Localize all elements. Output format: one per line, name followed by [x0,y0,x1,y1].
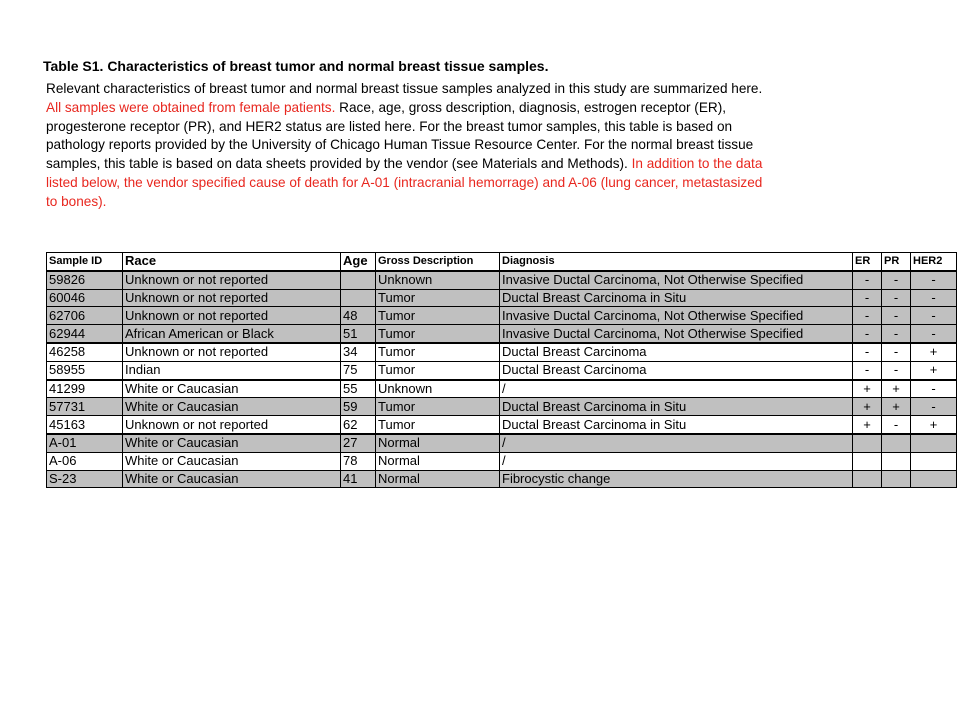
cell-her2 [911,470,957,488]
cell-er: + [853,380,882,398]
cell-sample-id: A-01 [47,434,123,452]
cell-pr [882,470,911,488]
cell-pr: - [882,325,911,343]
cell-gross-description: Tumor [376,398,500,416]
cell-er: + [853,416,882,434]
cell-age: 48 [341,307,376,325]
cell-age [341,289,376,307]
table-row [47,307,957,325]
cell-gross-description: Normal [376,434,500,452]
header-sample-id: Sample ID [47,253,123,271]
cell-age: 78 [341,452,376,470]
cell-gross-description: Normal [376,470,500,488]
cell-diagnosis: Fibrocystic change [500,470,853,488]
table-description [46,80,766,212]
cell-age [341,271,376,289]
header-diagnosis: Diagnosis [500,253,853,271]
cell-race: Unknown or not reported [123,307,341,325]
description-text-continued: Race, age, gross description, diagnosis, estrogen receptor (ER), progesterone receptor (PR), and HER2 status are listed here. For the breast tumor samples, this table is based on pathology reports provided by the University of Chicago Human Tissue Resource Center. For the normal breast tissue samples, this table is based on data sheets provided by the vendor (see Materials and Methods). [46,99,754,172]
cell-sample-id: 41299 [47,380,123,398]
cell-pr: - [882,307,911,325]
cell-er: - [853,271,882,289]
cell-sample-id: 57731 [47,398,123,416]
cell-pr: - [882,289,911,307]
header-pr: PR [882,253,911,271]
cell-sample-id: A-06 [47,452,123,470]
cell-pr: + [882,380,911,398]
cell-diagnosis: Invasive Ductal Carcinoma, Not Otherwise Specified [500,325,853,343]
header-er: ER [853,253,882,271]
cell-er [853,452,882,470]
cell-diagnosis: Invasive Ductal Carcinoma, Not Otherwise Specified [500,307,853,325]
table-row [47,380,957,398]
cell-diagnosis: Ductal Breast Carcinoma [500,361,853,379]
cell-gross-description: Tumor [376,361,500,379]
cell-pr: - [882,416,911,434]
cell-er [853,470,882,488]
cell-her2: + [911,416,957,434]
cell-er: - [853,289,882,307]
cell-sample-id: 60046 [47,289,123,307]
cell-her2: + [911,343,957,361]
cell-sample-id: 45163 [47,416,123,434]
cell-race: White or Caucasian [123,380,341,398]
cell-gross-description: Tumor [376,325,500,343]
cell-race: White or Caucasian [123,470,341,488]
cell-sample-id: 46258 [47,343,123,361]
cell-pr [882,452,911,470]
header-race: Race [123,253,341,271]
cell-her2: - [911,289,957,307]
cell-her2 [911,434,957,452]
cell-sample-id: S-23 [47,470,123,488]
cell-diagnosis: Ductal Breast Carcinoma in Situ [500,289,853,307]
cell-sample-id: 59826 [47,271,123,289]
table-title: Table S1. Characteristics of breast tumor and normal breast tissue samples. [43,58,549,74]
cell-race: White or Caucasian [123,452,341,470]
cell-gross-description: Unknown [376,380,500,398]
cell-age: 41 [341,470,376,488]
cell-her2: - [911,271,957,289]
table-row [47,398,957,416]
table-row [47,289,957,307]
cell-pr [882,434,911,452]
cell-her2: - [911,307,957,325]
cell-age: 55 [341,380,376,398]
cell-er: - [853,307,882,325]
table-row [47,361,957,379]
cell-age: 27 [341,434,376,452]
cell-sample-id: 62944 [47,325,123,343]
header-row [47,253,957,271]
cell-gross-description: Unknown [376,271,500,289]
cell-er [853,434,882,452]
cell-gross-description: Tumor [376,416,500,434]
cell-her2: - [911,325,957,343]
cell-age: 62 [341,416,376,434]
cell-sample-id: 58955 [47,361,123,379]
table-row [47,434,957,452]
cell-her2: + [911,361,957,379]
description-text: Relevant characteristics of breast tumor and normal breast tissue samples analyzed in this study are summarized here. [46,81,763,96]
table-row [47,325,957,343]
cell-race: African American or Black [123,325,341,343]
cell-race: Unknown or not reported [123,271,341,289]
header-age: Age [341,253,376,271]
cell-age: 34 [341,343,376,361]
cell-er: - [853,361,882,379]
cell-er: - [853,343,882,361]
cell-race: Unknown or not reported [123,416,341,434]
cell-pr: - [882,343,911,361]
table-row [47,470,957,488]
cell-diagnosis: / [500,434,853,452]
cell-race: Indian [123,361,341,379]
cell-gross-description: Normal [376,452,500,470]
cell-pr: + [882,398,911,416]
description-female-note: All samples were obtained from female patients. [46,99,336,115]
cell-diagnosis: Invasive Ductal Carcinoma, Not Otherwise Specified [500,271,853,289]
cell-age: 59 [341,398,376,416]
cell-her2 [911,452,957,470]
cell-race: White or Caucasian [123,398,341,416]
table-row [47,416,957,434]
table-row [47,452,957,470]
cell-pr: - [882,361,911,379]
cell-diagnosis: / [500,452,853,470]
cell-her2: - [911,380,957,398]
description-cause-of-death-note: In addition to the data listed below, the vendor specified cause of death for A-01 (intracranial hemorrage) and A-06 (lung cancer, metastasized to bones). [46,156,763,209]
cell-race: White or Caucasian [123,434,341,452]
cell-race: Unknown or not reported [123,289,341,307]
cell-her2: - [911,398,957,416]
cell-er: - [853,325,882,343]
header-gross-description: Gross Description [376,253,500,271]
cell-gross-description: Tumor [376,289,500,307]
table-row [47,343,957,361]
cell-gross-description: Tumor [376,343,500,361]
cell-gross-description: Tumor [376,307,500,325]
cell-diagnosis: Ductal Breast Carcinoma in Situ [500,398,853,416]
cell-race: Unknown or not reported [123,343,341,361]
table-row [47,271,957,289]
cell-diagnosis: / [500,380,853,398]
cell-diagnosis: Ductal Breast Carcinoma in Situ [500,416,853,434]
samples-table [46,252,957,488]
header-her2: HER2 [911,253,957,271]
cell-pr: - [882,271,911,289]
cell-er: + [853,398,882,416]
cell-diagnosis: Ductal Breast Carcinoma [500,343,853,361]
cell-sample-id: 62706 [47,307,123,325]
cell-age: 51 [341,325,376,343]
cell-age: 75 [341,361,376,379]
